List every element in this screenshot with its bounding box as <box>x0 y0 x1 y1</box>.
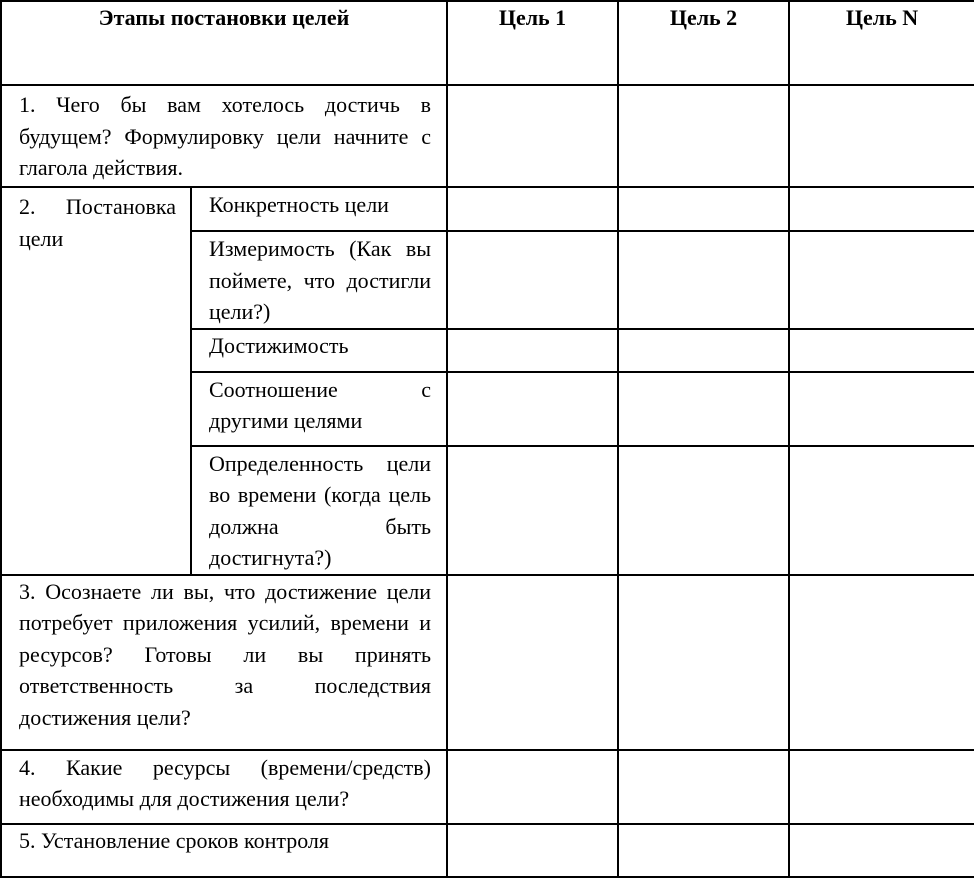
row-4-goal-n-cell[interactable] <box>789 750 974 824</box>
row-4 <box>1 750 974 824</box>
header-goal-2-label: Цель 2 <box>669 5 738 30</box>
row-3-goal-1-cell[interactable] <box>447 575 618 750</box>
row-4-goal-2-cell[interactable] <box>618 750 789 824</box>
row-1 <box>1 85 974 187</box>
row-3-stage <box>1 575 447 750</box>
row-3-goal-n-cell[interactable] <box>789 575 974 750</box>
row-4-goal-1-cell[interactable] <box>447 750 618 824</box>
row-2a-goal-1-cell[interactable] <box>447 187 618 231</box>
row-2a <box>1 187 974 231</box>
row-3 <box>1 575 974 750</box>
row-2-sub-2-text: Измеримость (Как вы поймете, что достигли цели?) <box>209 236 432 324</box>
row-1-stage <box>1 85 447 187</box>
header-goal-n <box>789 1 974 85</box>
row-2-sub-4 <box>191 372 447 446</box>
row-5-stage <box>1 824 447 877</box>
row-2d-goal-n-cell[interactable] <box>789 372 974 446</box>
row-1-text: 1. Чего бы вам хотелось достичь в будущем? Формулировку цели начните с глагола действия. <box>19 92 432 180</box>
row-5-text: 5. Установление сроков контроля <box>19 827 330 853</box>
row-2e-goal-n-cell[interactable] <box>789 446 974 575</box>
row-1-goal-1-cell[interactable] <box>447 85 618 187</box>
row-2a-goal-2-cell[interactable] <box>618 187 789 231</box>
row-5 <box>1 824 974 877</box>
row-2d-goal-2-cell[interactable] <box>618 372 789 446</box>
row-5-goal-n-cell[interactable] <box>789 824 974 877</box>
row-4-text: 4. Какие ресурсы (времени/средств) необходимы для достижения цели? <box>19 754 432 811</box>
row-3-text: 3. Осознаете ли вы, что достижение цели потребует приложения усилий, времени и ресурсов? Готовы ли вы принять ответственность за последствия достижения цели? <box>19 578 432 730</box>
row-5-goal-2-cell[interactable] <box>618 824 789 877</box>
row-2a-goal-n-cell[interactable] <box>789 187 974 231</box>
row-2c-goal-2-cell[interactable] <box>618 329 789 372</box>
row-2-sub-1-text: Конкретность цели <box>209 192 389 217</box>
row-2-sub-5-text: Определенность цели во времени (когда цель должна быть достигнута?) <box>209 450 432 570</box>
row-2d-goal-1-cell[interactable] <box>447 372 618 446</box>
row-2-sub-2 <box>191 231 447 329</box>
row-2b-goal-1-cell[interactable] <box>447 231 618 329</box>
header-goal-1-label: Цель 1 <box>498 5 567 30</box>
row-2c-goal-n-cell[interactable] <box>789 329 974 372</box>
row-2-sub-1 <box>191 187 447 231</box>
row-2e-goal-1-cell[interactable] <box>447 446 618 575</box>
row-2-sub-3 <box>191 329 447 372</box>
row-2-label-cell <box>1 187 191 575</box>
row-4-stage <box>1 750 447 824</box>
row-2-label: 2. Постановка цели <box>19 194 176 251</box>
header-row <box>1 1 974 85</box>
header-goal-n-label: Цель N <box>845 5 919 30</box>
row-2-sub-5 <box>191 446 447 575</box>
row-2-sub-3-text: Достижимость <box>209 332 349 358</box>
row-2-sub-4-text: Соотношение с другими целями <box>209 376 432 433</box>
header-goal-2 <box>618 1 789 85</box>
row-2b-goal-n-cell[interactable] <box>789 231 974 329</box>
row-2e-goal-2-cell[interactable] <box>618 446 789 575</box>
header-stages <box>1 1 447 85</box>
header-goal-1 <box>447 1 618 85</box>
row-5-goal-1-cell[interactable] <box>447 824 618 877</box>
row-2c-goal-1-cell[interactable] <box>447 329 618 372</box>
header-stages-label: Этапы постановки целей <box>98 5 350 30</box>
row-2b-goal-2-cell[interactable] <box>618 231 789 329</box>
row-3-goal-2-cell[interactable] <box>618 575 789 750</box>
row-1-goal-n-cell[interactable] <box>789 85 974 187</box>
row-1-goal-2-cell[interactable] <box>618 85 789 187</box>
